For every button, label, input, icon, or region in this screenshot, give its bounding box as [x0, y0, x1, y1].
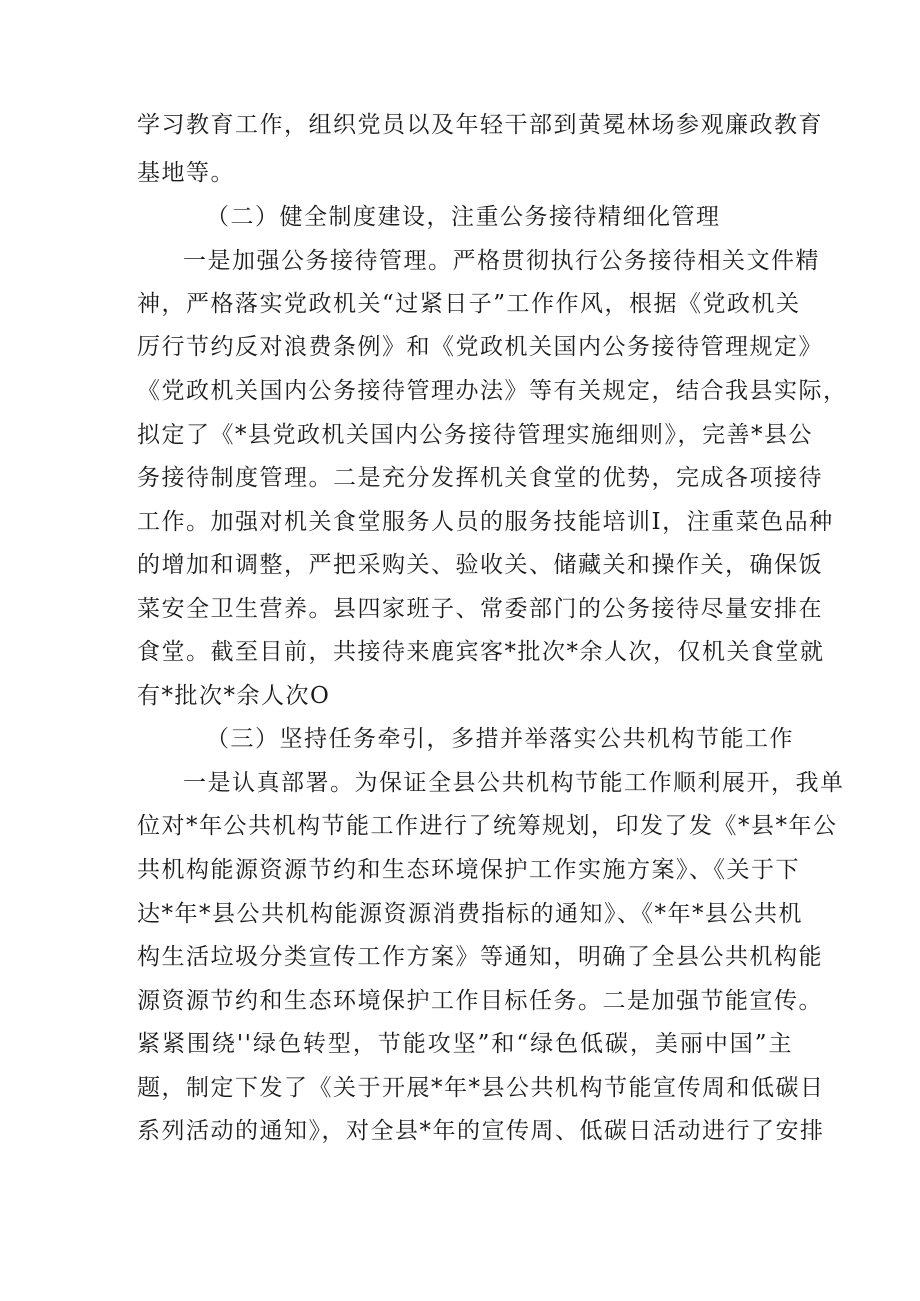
body-text-line: 位对*年公共机构节能工作进行了统筹规划，印发了发《*县*年公	[137, 813, 838, 839]
body-text-line: 系列活动的通知》，对全县*年的宣传周、低碳日活动进行了安排	[137, 1118, 825, 1144]
body-text-line: 务接待制度管理。二是充分发挥机关食堂的优势，完成各项接待	[137, 465, 823, 491]
body-text-line: 《党政机关国内公务接待管理办法》等有关规定，结合我县实际，	[137, 378, 848, 404]
body-text-line: 有*批次*余人次O	[137, 683, 331, 709]
body-text-line: 达*年*县公共机构能源资源消费指标的通知》、《*年*县公共机	[137, 901, 803, 927]
body-text-line: 学习教育工作，组织党员以及年轻干部到黄冕林场参观廉政教育	[137, 112, 823, 138]
body-text-line: 源资源节约和生态环境保护工作目标任务。二是加强节能宣传。	[137, 988, 823, 1014]
body-text-line: 共机构能源资源节约和生态环境保护工作实施方案》、《关于下	[137, 857, 800, 883]
body-text-line: 神，严格落实党政机关“过紧日子”工作作风，根据《党政机关	[137, 291, 801, 317]
body-text-line: 菜安全卫生营养。县四家班子、常委部门的公务接待尽量安排在	[137, 596, 823, 622]
paragraph-first-line: 一是认真部署。为保证全县公共机构节能工作顺利展开，我单	[183, 770, 845, 796]
body-text-line: 拟定了《*县党政机关国内公务接待管理实施细则》，完善*县公	[137, 422, 813, 448]
section-heading-3: （三）坚持任务牵引，多措并举落实公共机构节能工作	[206, 726, 794, 752]
body-text-line: 的增加和调整，严把采购关、验收关、储藏关和操作关，确保饭	[137, 552, 823, 578]
body-text-line: 题，制定下发了《关于开展*年*县公共机构节能宣传周和低碳日	[137, 1075, 825, 1101]
body-text-line: 食堂。截至目前，共接待来鹿宾客*批次*余人次，仅机关食堂就	[137, 639, 825, 665]
body-text-line: 基地等。	[137, 160, 235, 186]
paragraph-first-line: 一是加强公务接待管理。严格贯彻执行公务接待相关文件精	[183, 248, 820, 274]
section-heading-2: （二）健全制度建设，注重公务接待精细化管理	[206, 204, 721, 230]
body-text-line: 紧紧围绕''绿色转型，节能攻坚”和“绿色低碳，美丽中国”主	[137, 1031, 793, 1057]
body-text-line: 构生活垃圾分类宣传工作方案》等通知，明确了全县公共机构能	[137, 944, 823, 970]
body-text-line: 厉行节约反对浪费条例》和《党政机关国内公务接待管理规定》	[137, 334, 823, 360]
body-text-line: 工作。加强对机关食堂服务人员的服务技能培训I，注重菜色品种	[137, 509, 834, 535]
